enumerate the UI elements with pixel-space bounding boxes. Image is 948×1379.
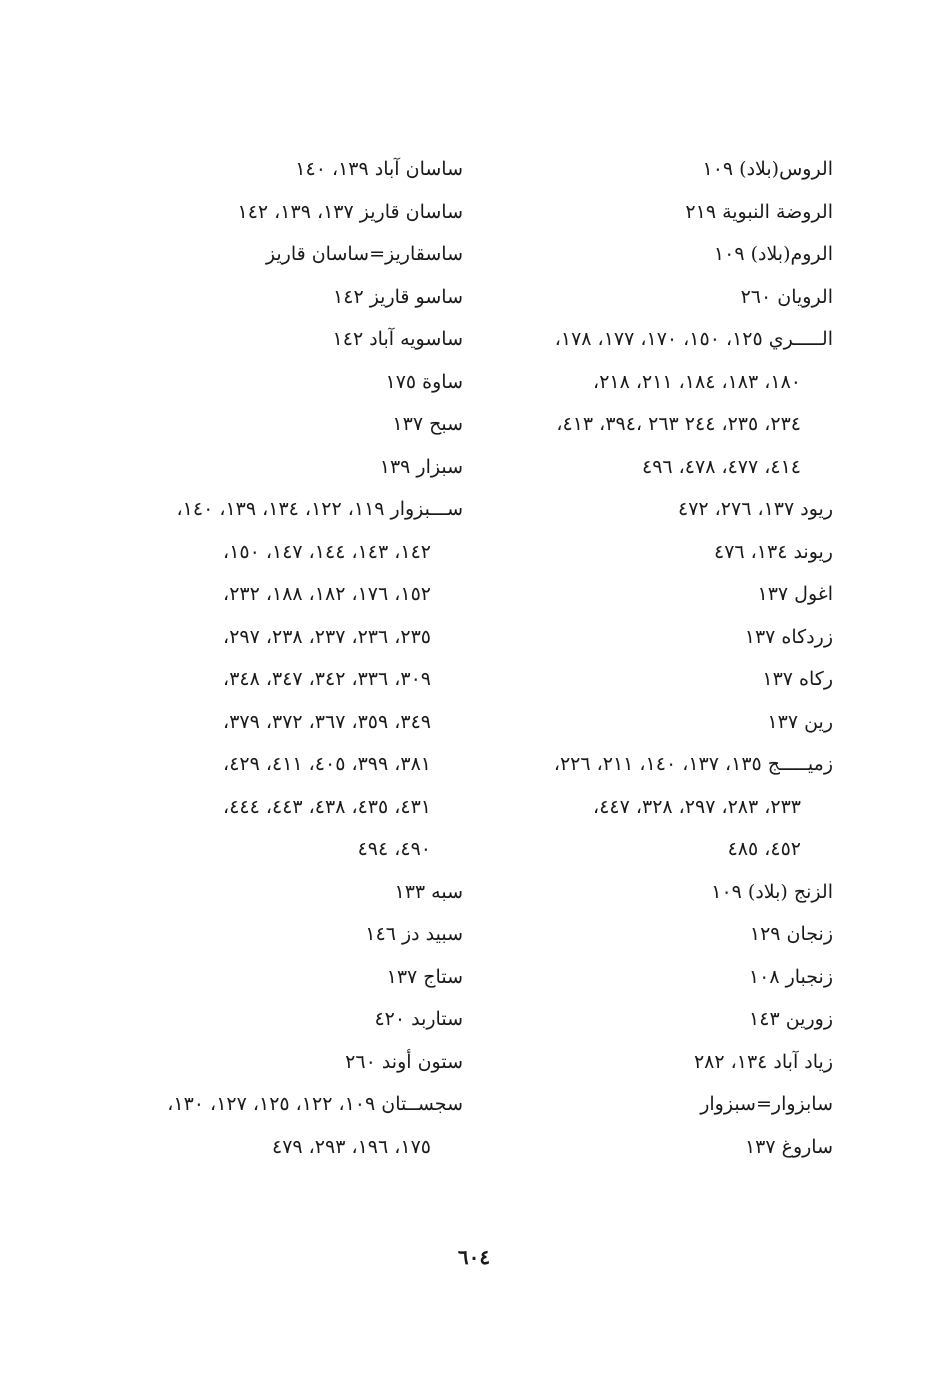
index-entry-continuation: ٢٣٤، ٢٣٥، ٢٤٤ ٢٦٣ ،٣٩٤، ٤١٣،: [556, 413, 801, 435]
index-entry: ساوة ١٧٥: [385, 370, 463, 393]
page-number: ٦٠٤: [457, 1245, 491, 1269]
index-entry-continuation: ٣٤٩، ٣٥٩، ٣٦٧، ٣٧٢، ٣٧٩،: [223, 710, 431, 733]
index-entry: ســـبزوار ١١٩، ١٢٢، ١٣٤، ١٣٩، ١٤٠،: [176, 498, 463, 520]
index-entry: زردكاه ١٣٧: [744, 625, 833, 648]
index-entry: سجســتان ١٠٩، ١٢٢، ١٢٥، ١٢٧، ١٣٠،: [167, 1093, 463, 1115]
index-entry: زنجبار ١٠٨: [748, 965, 833, 988]
index-entry-continuation: ٤٩٠، ٤٩٤: [357, 838, 431, 860]
index-entry-continuation: ٤٥٢، ٤٨٥: [727, 838, 801, 860]
index-entry: سبزار ١٣٩: [379, 455, 463, 478]
index-entry-continuation: ٢٣٣، ٢٨٣، ٢٩٧، ٣٢٨، ٤٤٧،: [593, 795, 801, 818]
index-entry: سبح ١٣٧: [392, 413, 463, 435]
index-entry-continuation: ١٧٥، ١٩٦، ٢٩٣، ٤٧٩: [271, 1135, 431, 1158]
index-entry-continuation: ١٤٢، ١٤٣، ١٤٤، ١٤٧، ١٥٠،: [223, 540, 431, 563]
index-entry: ستاج ١٣٧: [386, 965, 463, 988]
index-entry: الروس(بلاد) ١٠٩: [702, 158, 833, 180]
index-entry: رين ١٣٧: [767, 710, 833, 733]
index-entry: الزنج (بلاد) ١٠٩: [711, 880, 833, 903]
index-entry: اغول ١٣٧: [757, 583, 833, 605]
index-entry: ساسان قاريز ١٣٧، ١٣٩، ١٤٢: [237, 200, 463, 223]
index-entry: زميـــــج ١٣٥، ١٣٧، ١٤٠، ٢١١، ٢٢٦،: [553, 753, 833, 775]
index-entry: سابزوار=سبزوار: [700, 1093, 833, 1115]
index-entry: الروم(بلاد) ١٠٩: [713, 243, 833, 265]
index-column-right: [483, 150, 833, 1170]
index-entry: ساسقاريز=ساسان قاريز: [265, 243, 463, 265]
index-entry-continuation: ١٥٢، ١٧٦، ١٨٢، ١٨٨، ٢٣٢،: [223, 583, 431, 605]
index-entry-continuation: ٤١٤، ٤٧٧، ٤٧٨، ٤٩٦: [641, 455, 801, 478]
index-entry-continuation: ٣٠٩، ٣٣٦، ٣٤٢، ٣٤٧، ٣٤٨،: [223, 668, 431, 690]
index-entry: ساسو قاريز ١٤٢: [333, 285, 463, 308]
index-entry: ركاه ١٣٧: [762, 668, 833, 690]
index-entry: زياد آباد ١٣٤، ٢٨٢: [693, 1050, 833, 1073]
index-entry: الروضة النبوية ٢١٩: [685, 200, 833, 223]
index-entry: ستاربد ٤٢٠: [374, 1008, 463, 1030]
index-entry: الـــــري ١٢٥، ١٥٠، ١٧٠، ١٧٧، ١٧٨،: [554, 328, 833, 350]
index-entry-continuation: ٤٣١، ٤٣٥، ٤٣٨، ٤٤٣، ٤٤٤،: [223, 795, 431, 818]
index-entry: زنجان ١٢٩: [749, 923, 833, 945]
index-entry: ريود ١٣٧، ٢٧٦، ٤٧٢: [678, 498, 833, 520]
index-entry: ساسويه آباد ١٤٢: [332, 328, 463, 350]
index-entry-continuation: ٣٨١، ٣٩٩، ٤٠٥، ٤١١، ٤٢٩،: [223, 753, 431, 775]
index-entry: ساروغ ١٣٧: [744, 1135, 833, 1158]
index-entry: سبيد دز ١٤٦: [365, 923, 463, 945]
index-entry: ريوند ١٣٤، ٤٧٦: [713, 540, 833, 563]
index-entry-continuation: ٢٣٥، ٢٣٦، ٢٣٧، ٢٣٨، ٢٩٧،: [223, 625, 431, 648]
index-entry: الرويان ٢٦٠: [740, 285, 833, 308]
index-entry: زورين ١٤٣: [749, 1008, 833, 1030]
index-entry: ستون أوند ٢٦٠: [345, 1050, 463, 1073]
index-entry-continuation: ١٨٠، ١٨٣، ١٨٤، ٢١١، ٢١٨،: [593, 370, 801, 393]
index-entry: ساسان آباد ١٣٩، ١٤٠: [295, 158, 463, 180]
index-column-left: [93, 150, 463, 1170]
index-entry: سبه ١٣٣: [394, 880, 463, 903]
